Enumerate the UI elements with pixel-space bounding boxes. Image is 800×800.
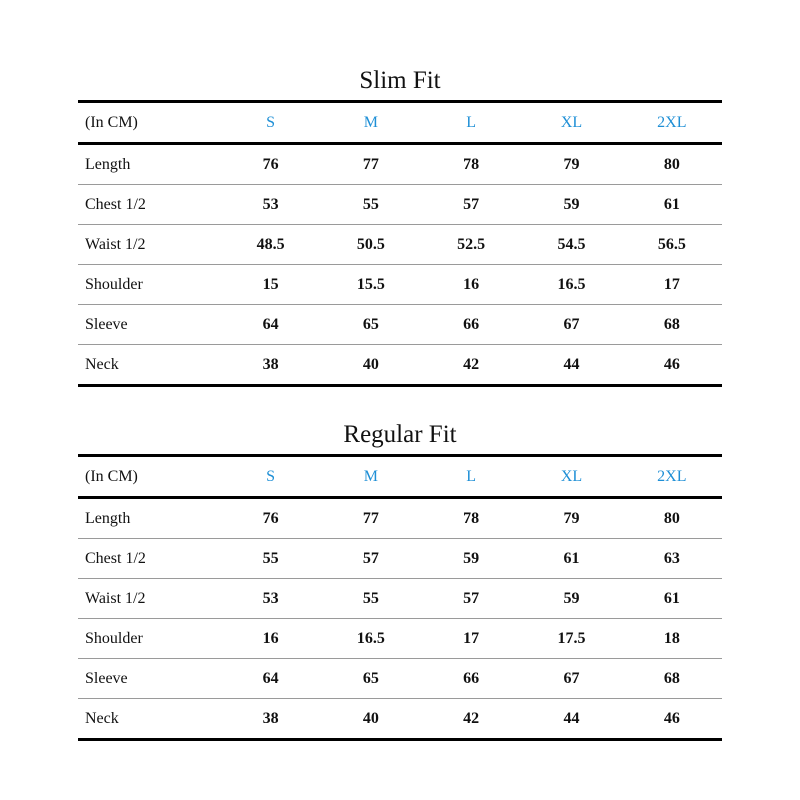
- table-cell: 65: [321, 659, 421, 699]
- size-header-m: M: [321, 102, 421, 144]
- table-row: [78, 265, 722, 305]
- table-cell: 17: [421, 619, 521, 659]
- table-cell: 17: [622, 265, 722, 305]
- table-cell: 77: [362, 155, 379, 173]
- table-row: [78, 539, 722, 579]
- table-cell: 16: [421, 265, 521, 305]
- table-row: [78, 345, 722, 386]
- table-cell: 61: [622, 185, 722, 225]
- table-cell: 46: [622, 699, 722, 740]
- table-cell: 18: [622, 619, 722, 659]
- table-row: [78, 619, 722, 659]
- row-label-chest: Chest 1/2: [78, 185, 220, 225]
- table-cell: 56.5: [622, 225, 722, 265]
- table-row: [78, 225, 722, 265]
- table-cell: 38: [220, 345, 320, 386]
- table-cell: 80: [663, 509, 680, 527]
- table-row: [78, 699, 722, 740]
- size-chart-section-regular: [78, 420, 722, 741]
- size-chart-section-slim: [78, 66, 722, 387]
- table-cell: 15.5: [321, 265, 421, 305]
- row-label-shoulder: Shoulder: [78, 265, 220, 305]
- table-cell: 80: [663, 155, 680, 173]
- table-cell: 53: [220, 579, 320, 619]
- size-header-2xl: 2XL: [622, 102, 722, 144]
- table-cell: 44: [521, 345, 621, 386]
- row-label-neck: Neck: [78, 345, 220, 386]
- size-header-xl: XL: [521, 102, 621, 144]
- table-cell: 59: [421, 539, 521, 579]
- table-cell: 16.5: [321, 619, 421, 659]
- table-cell: 79: [563, 509, 580, 527]
- table-cell: 48.5: [220, 225, 320, 265]
- table-cell: 40: [321, 345, 421, 386]
- table-cell: 64: [220, 659, 320, 699]
- table-cell: 61: [622, 579, 722, 619]
- size-header-s: S: [220, 456, 320, 498]
- table-cell: 16: [220, 619, 320, 659]
- table-row: [78, 659, 722, 699]
- size-table-slim: [78, 100, 722, 387]
- table-cell: 65: [321, 305, 421, 345]
- table-cell: 54.5: [521, 225, 621, 265]
- table-cell: 55: [321, 579, 421, 619]
- table-cell: 55: [220, 539, 320, 579]
- section-title: Slim Fit: [359, 67, 441, 94]
- row-label-shoulder: Shoulder: [78, 619, 220, 659]
- size-header-m: M: [321, 456, 421, 498]
- size-header-xl: XL: [521, 456, 621, 498]
- row-label-sleeve: Sleeve: [78, 659, 220, 699]
- table-cell: 59: [521, 185, 621, 225]
- table-cell: 40: [321, 699, 421, 740]
- table-cell: 76: [262, 155, 279, 173]
- table-row: [78, 498, 722, 539]
- table-cell: 78: [463, 155, 480, 173]
- table-cell: 77: [362, 509, 379, 527]
- table-header-row: [78, 102, 722, 144]
- table-cell: 66: [421, 659, 521, 699]
- table-cell: 57: [321, 539, 421, 579]
- size-table-regular: [78, 454, 722, 741]
- table-cell: 64: [220, 305, 320, 345]
- table-cell: 57: [421, 579, 521, 619]
- table-cell: 53: [220, 185, 320, 225]
- section-title: Regular Fit: [343, 421, 457, 448]
- table-cell: 79: [563, 155, 580, 173]
- row-label-chest: Chest 1/2: [78, 539, 220, 579]
- row-label-sleeve: Sleeve: [78, 305, 220, 345]
- table-cell: 52.5: [421, 225, 521, 265]
- size-header-s: S: [220, 102, 320, 144]
- table-cell: 50.5: [321, 225, 421, 265]
- table-cell: 57: [421, 185, 521, 225]
- table-row: [78, 579, 722, 619]
- unit-label: (In CM): [78, 456, 220, 498]
- table-row: [78, 305, 722, 345]
- size-header-l: L: [421, 102, 521, 144]
- table-cell: 15: [220, 265, 320, 305]
- table-row: [78, 144, 722, 185]
- table-cell: 55: [321, 185, 421, 225]
- table-cell: 61: [521, 539, 621, 579]
- table-header-row: [78, 456, 722, 498]
- table-cell: 44: [521, 699, 621, 740]
- row-label-length: Length: [85, 509, 131, 527]
- table-cell: 67: [521, 305, 621, 345]
- table-cell: 78: [463, 509, 480, 527]
- unit-label: (In CM): [78, 102, 220, 144]
- table-cell: 68: [622, 305, 722, 345]
- table-cell: 63: [622, 539, 722, 579]
- table-cell: 68: [622, 659, 722, 699]
- table-cell: 76: [262, 509, 279, 527]
- table-cell: 46: [622, 345, 722, 386]
- table-cell: 59: [521, 579, 621, 619]
- row-label-waist: Waist 1/2: [78, 579, 220, 619]
- row-label-neck: Neck: [78, 699, 220, 740]
- row-label-waist: Waist 1/2: [78, 225, 220, 265]
- table-cell: 67: [521, 659, 621, 699]
- table-cell: 42: [421, 345, 521, 386]
- table-cell: 16.5: [521, 265, 621, 305]
- table-row: [78, 185, 722, 225]
- row-label-length: Length: [85, 155, 131, 173]
- size-header-2xl: 2XL: [622, 456, 722, 498]
- table-cell: 66: [421, 305, 521, 345]
- table-cell: 42: [421, 699, 521, 740]
- table-cell: 38: [220, 699, 320, 740]
- table-cell: 17.5: [521, 619, 621, 659]
- size-header-l: L: [421, 456, 521, 498]
